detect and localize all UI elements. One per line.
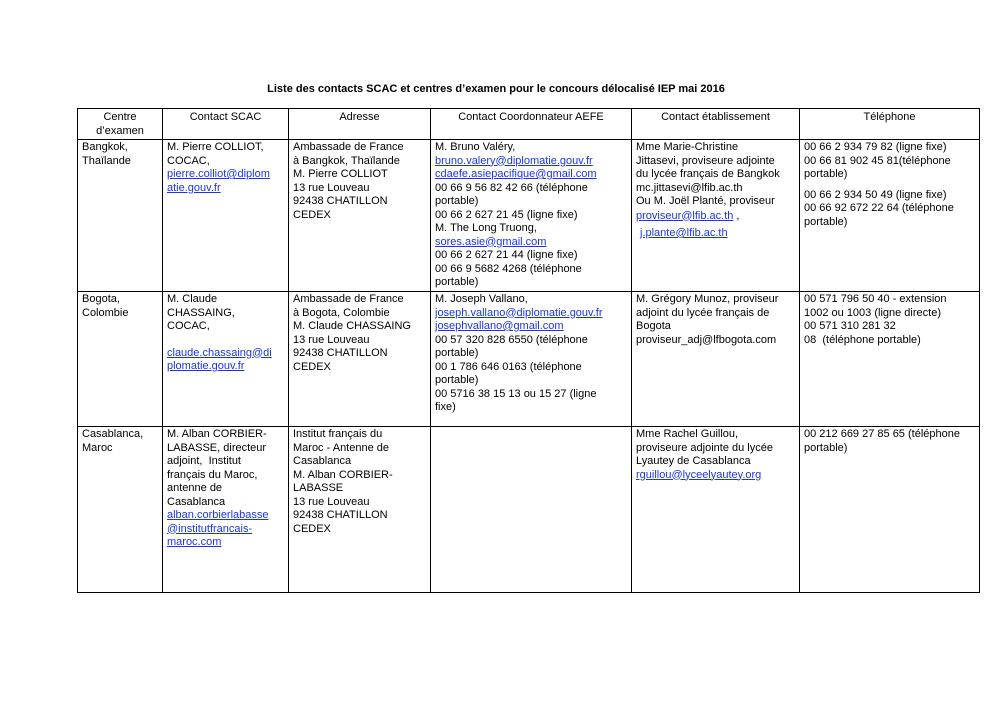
adresse-line: CEDEX — [293, 360, 331, 373]
tel-line: portable) — [804, 441, 848, 454]
aefe-line: 00 66 9 56 82 42 66 (téléphone — [435, 181, 588, 194]
scac-line: LABASSE, directeur — [167, 441, 267, 454]
etab-email-link[interactable]: j.plante@lfib.ac.th — [640, 227, 728, 239]
aefe-email-link[interactable]: sores.asie@gmail.com — [435, 235, 547, 248]
cell-adresse — [289, 292, 431, 427]
scac-line: Casablanca — [167, 495, 226, 508]
cell-telephone — [800, 427, 980, 593]
adresse-line: CEDEX — [293, 208, 331, 221]
adresse-line: Casablanca — [293, 455, 352, 467]
cell-centre — [78, 427, 163, 593]
cell-centre — [78, 292, 163, 427]
adresse-line: 92438 CHATILLON — [293, 195, 388, 207]
scac-email-link[interactable]: atie.gouv.fr — [167, 181, 221, 194]
scac-line: M. Pierre COLLIOT, — [167, 141, 264, 153]
aefe-email-link[interactable]: joseph.vallano@diplomatie.gouv.fr — [435, 306, 603, 319]
table-row — [78, 427, 980, 593]
etab-line: Lyautey de Casablanca — [636, 455, 751, 467]
scac-line: M. Alban CORBIER- — [167, 428, 267, 440]
cell-telephone — [800, 292, 980, 427]
spacer — [167, 334, 284, 347]
aefe-line: 00 66 2 627 21 44 (ligne fixe) — [435, 249, 578, 261]
adresse-line: M. Pierre COLLIOT — [293, 168, 388, 180]
scac-line: M. Claude — [167, 293, 218, 305]
aefe-line: 00 66 9 5682 4268 (téléphone — [435, 262, 582, 275]
etab-line: Mme Rachel Guillou, — [636, 428, 739, 440]
etab-separator: , — [733, 209, 740, 222]
tel-line: portable) — [804, 215, 848, 228]
aefe-line: portable) — [435, 195, 479, 207]
etab-line: mc.jittasevi@lfib.ac.th — [636, 181, 743, 194]
adresse-line: 13 rue Louveau — [293, 333, 370, 346]
adresse-line: M. Claude CHASSAING — [293, 320, 411, 332]
adresse-line: Ambassade de France — [293, 293, 404, 305]
aefe-line: portable) — [435, 276, 479, 288]
header-telephone: Téléphone — [800, 109, 980, 140]
cell-adresse — [289, 427, 431, 593]
scac-line: COCAC, — [167, 320, 210, 332]
adresse-line: LABASSE — [293, 482, 344, 494]
adresse-line: 92438 CHATILLON — [293, 509, 388, 521]
spacer — [804, 182, 975, 189]
centre-line: Thaïlande — [82, 154, 131, 167]
centre-line: Bogota, — [82, 293, 120, 305]
cell-contact-aefe — [431, 427, 632, 593]
aefe-line: fixe) — [435, 401, 456, 413]
adresse-line: à Bogota, Colombie — [293, 306, 390, 319]
cell-contact-scac — [163, 140, 289, 292]
aefe-line: portable) — [435, 347, 479, 359]
cell-contact-aefe — [431, 140, 632, 292]
etab-line: Jittasevi, proviseure adjointe — [636, 154, 775, 167]
aefe-line: 00 5716 38 15 13 ou 15 27 (ligne — [435, 387, 597, 400]
tel-line: 00 66 92 672 22 64 (téléphone — [804, 202, 954, 214]
header-contact-scac: Contact SCAC — [163, 109, 289, 140]
tel-line: 00 212 669 27 85 65 (téléphone — [804, 428, 960, 440]
etab-line: Ou M. Joël Planté, proviseur — [636, 195, 775, 207]
cell-contact-etablissement — [632, 427, 800, 593]
centre-line: Bangkok, — [82, 141, 128, 153]
etab-email-row — [636, 227, 795, 241]
adresse-line: 92438 CHATILLON — [293, 347, 388, 359]
etab-email-row — [636, 210, 795, 224]
header-adresse: Adresse — [289, 109, 431, 140]
etab-line: Mme Marie-Christine — [636, 141, 739, 153]
tel-line: 00 571 310 281 32 — [804, 320, 896, 332]
cell-centre — [78, 140, 163, 292]
aefe-email-link[interactable]: josephvallano@gmail.com — [435, 320, 564, 332]
centre-line: Casablanca, — [82, 428, 144, 440]
scac-email-link[interactable]: @institutfrancais- — [167, 522, 253, 535]
tel-line: 1002 ou 1003 (ligne directe) — [804, 306, 941, 319]
scac-email-link[interactable]: claude.chassaing@di — [167, 346, 272, 359]
aefe-line: 00 1 786 646 0163 (téléphone — [435, 360, 582, 373]
adresse-line: Ambassade de France — [293, 141, 404, 153]
centre-line: Maroc — [82, 441, 113, 454]
etab-line: M. Grégory Munoz, proviseur — [636, 293, 779, 305]
header-contact-etablissement: Contact établissement — [632, 109, 800, 140]
aefe-email-link[interactable]: cdaefe.asiepacifique@gmail.com — [435, 168, 597, 180]
etab-line: adjoint du lycée français de — [636, 306, 770, 319]
aefe-line: 00 57 320 828 6550 (téléphone — [435, 333, 588, 346]
cell-contact-etablissement — [632, 140, 800, 292]
adresse-line: Maroc - Antenne de — [293, 441, 390, 454]
tel-line: 00 66 2 934 50 49 (ligne fixe) — [804, 188, 947, 201]
etab-email-link[interactable]: rguillou@lyceelyautey.org — [636, 468, 762, 481]
adresse-line: M. Alban CORBIER- — [293, 468, 393, 481]
aefe-line: portable) — [435, 374, 479, 386]
aefe-line: M. Joseph Vallano, — [435, 293, 528, 305]
contacts-table — [77, 108, 980, 593]
etab-line: proviseure adjointe du lycée — [636, 441, 773, 454]
cell-telephone — [800, 140, 980, 292]
header-centre: Centre d’examen — [78, 109, 163, 140]
etab-email-link[interactable]: proviseur@lfib.ac.th — [636, 209, 734, 222]
adresse-line: 13 rue Louveau — [293, 495, 370, 508]
adresse-line: CEDEX — [293, 522, 331, 535]
header-contact-aefe: Contact Coordonnateur AEFE — [431, 109, 632, 140]
tel-line: 00 66 81 902 45 81(téléphone — [804, 154, 951, 167]
scac-line: COCAC, — [167, 154, 210, 167]
aefe-email-link[interactable]: bruno.valery@diplomatie.gouv.fr — [435, 154, 593, 167]
scac-line: antenne de — [167, 482, 223, 494]
scac-email-link[interactable]: alban.corbierlabasse — [167, 509, 269, 521]
etab-line: du lycée français de Bangkok — [636, 168, 780, 180]
scac-line: adjoint, Institut — [167, 455, 241, 467]
tel-line: 08 (téléphone portable) — [804, 333, 921, 346]
table-header-row — [78, 109, 980, 140]
scac-email-link[interactable]: plomatie.gouv.fr — [167, 360, 245, 372]
cell-contact-scac — [163, 427, 289, 593]
adresse-line: 13 rue Louveau — [293, 181, 370, 194]
scac-email-link[interactable]: maroc.com — [167, 536, 222, 548]
scac-line: CHASSAING, — [167, 306, 235, 319]
cell-adresse — [289, 140, 431, 292]
tel-line: 00 66 2 934 79 82 (ligne fixe) — [804, 141, 947, 153]
adresse-line: à Bangkok, Thaïlande — [293, 154, 400, 167]
cell-contact-scac — [163, 292, 289, 427]
aefe-line: M. Bruno Valéry, — [435, 141, 516, 153]
cell-contact-aefe — [431, 292, 632, 427]
etab-line: Bogota — [636, 320, 671, 332]
table-row — [78, 292, 980, 427]
table-row — [78, 140, 980, 292]
etab-line: proviseur_adj@lfbogota.com — [636, 333, 777, 346]
scac-line: français du Maroc, — [167, 468, 258, 481]
scac-email-link[interactable]: pierre.colliot@diplom — [167, 168, 270, 180]
tel-line: portable) — [804, 168, 848, 180]
tel-line: 00 571 796 50 40 - extension — [804, 293, 947, 305]
adresse-line: Institut français du — [293, 428, 383, 440]
aefe-line: 00 66 2 627 21 45 (ligne fixe) — [435, 208, 578, 221]
centre-line: Colombie — [82, 306, 129, 319]
aefe-line: M. The Long Truong, — [435, 222, 537, 234]
document-title: Liste des contacts SCAC et centres d’examen pour le concours délocalisé IEP mai 2016 — [267, 83, 725, 95]
cell-contact-etablissement — [632, 292, 800, 427]
